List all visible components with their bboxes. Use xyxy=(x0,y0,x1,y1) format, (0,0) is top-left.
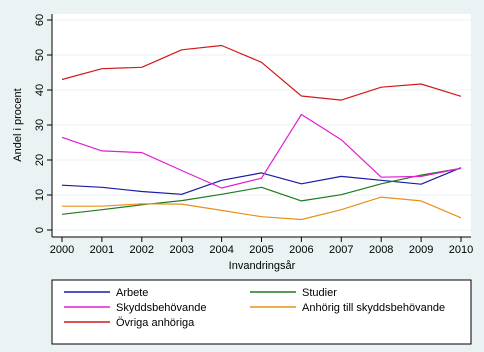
y-tick-label: 50 xyxy=(34,48,46,62)
legend-label: Studier xyxy=(302,287,337,299)
y-tick-label: 20 xyxy=(34,153,46,167)
legend-label: Arbete xyxy=(116,287,149,299)
x-tick-label: 2006 xyxy=(289,244,314,256)
x-axis-title: Invandringsår xyxy=(228,260,296,272)
y-tick-label: 40 xyxy=(34,83,46,97)
x-tick-label: 2009 xyxy=(408,244,434,256)
legend-label: Skyddsbehövande xyxy=(116,302,207,314)
y-tick-label: 60 xyxy=(34,13,46,27)
x-tick-label: 2010 xyxy=(448,244,474,256)
y-tick-label: 30 xyxy=(34,118,46,132)
x-tick-label: 2005 xyxy=(249,244,274,256)
x-tick-label: 2008 xyxy=(368,244,394,256)
x-tick-label: 2002 xyxy=(129,244,155,256)
legend-label: Övriga anhöriga xyxy=(116,317,195,329)
y-axis-title: Andel i procent xyxy=(12,88,24,162)
x-tick-label: 2007 xyxy=(329,244,354,256)
x-tick-label: 2003 xyxy=(169,244,194,256)
y-tick-label: 10 xyxy=(34,188,46,202)
legend xyxy=(52,280,471,344)
x-tick-label: 2000 xyxy=(49,244,75,256)
y-tick-label: 0 xyxy=(34,226,46,234)
x-tick-label: 2004 xyxy=(209,244,234,256)
legend-label: Anhörig till skyddsbehövande xyxy=(302,302,446,314)
x-tick-label: 2001 xyxy=(89,244,115,256)
